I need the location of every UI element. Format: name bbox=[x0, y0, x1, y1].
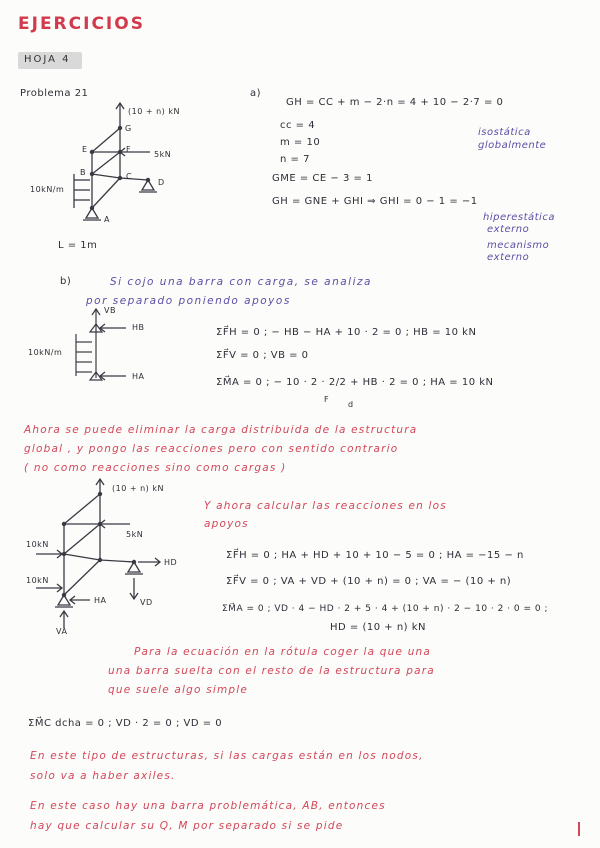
problem-label: Problema 21 bbox=[20, 88, 89, 99]
fig3-va: VA bbox=[56, 627, 68, 636]
red-note-1-line2: global , y pongo las reacciones pero con sentido contrario bbox=[24, 443, 399, 455]
red-note-1-line3: ( no como reacciones sino como cargas ) bbox=[24, 462, 287, 474]
red-note-1-line1: Ahora se puede eliminar la carga distribuida de la estructura bbox=[24, 424, 418, 436]
eq-ghi: GH = GNE + GHI ⇒ GHI = 0 − 1 = −1 bbox=[272, 196, 478, 207]
red-note-2-line1: Para la ecuación en la rótula coger la que una bbox=[134, 646, 432, 658]
fig3-load-top: (10 + n) kN bbox=[112, 484, 164, 493]
fig1-dist-load: 10kN/m bbox=[30, 185, 65, 194]
eq-gme: GME = CE − 3 = 1 bbox=[272, 173, 373, 184]
red-note-3-line1: En este tipo de estructuras, si las cargas están en los nodos, bbox=[30, 750, 424, 762]
fig1-load-right: 5kN bbox=[154, 150, 172, 159]
part-b-line1: Si cojo una barra con carga, se analiza bbox=[110, 276, 372, 288]
part-b-eq3-dist: d bbox=[348, 400, 354, 409]
part-b-line2: por separado poniendo apoyos bbox=[86, 295, 291, 307]
node-B: B bbox=[80, 168, 86, 177]
note-mech-2: externo bbox=[487, 252, 530, 263]
red-note-3-line4: hay que calcular su Q, M por separado si se pide bbox=[30, 820, 344, 832]
part-b-label: b) bbox=[60, 276, 72, 287]
fig3-hd: HD bbox=[164, 558, 178, 567]
part-c-red2: apoyos bbox=[204, 518, 249, 530]
page-title: EJERCICIOS bbox=[18, 14, 145, 34]
fig3-vd: VD bbox=[140, 598, 153, 607]
part-b-eq1: ΣF⃗H = 0 ; − HB − HA + 10 · 2 = 0 ; HB = 10 kN bbox=[216, 327, 477, 338]
fig2-dist: 10kN/m bbox=[28, 348, 63, 357]
eq-n: n = 7 bbox=[280, 154, 310, 165]
fig3-ha: HA bbox=[94, 596, 107, 605]
part-b-eq3: ΣM⃗A = 0 ; − 10 · 2 · 2/2 + HB · 2 = 0 ; HA = 10 kN bbox=[216, 377, 494, 388]
red-note-3-line3: En este caso hay una barra problemática, AB, entonces bbox=[30, 800, 386, 812]
eq-cc: cc = 4 bbox=[280, 120, 316, 131]
note-isostatic-1: isostática bbox=[478, 127, 531, 138]
truss-figure-1 bbox=[38, 100, 238, 240]
part-c-eq3b: HD = (10 + n) kN bbox=[330, 622, 427, 633]
eq-m: m = 10 bbox=[280, 137, 321, 148]
note-mech-1: mecanismo bbox=[487, 240, 550, 251]
margin-mark bbox=[578, 822, 580, 836]
part-b-eq3-force: F bbox=[324, 395, 330, 404]
moment-c-eq: ΣM⃗C dcha = 0 ; VD · 2 = 0 ; VD = 0 bbox=[28, 718, 223, 729]
sheet-label: HOJA 4 bbox=[24, 54, 71, 65]
part-a-label: a) bbox=[250, 88, 262, 99]
note-hyper-1: hiperestática bbox=[483, 212, 555, 223]
note-hyper-2: externo bbox=[487, 224, 530, 235]
fig3-load-right: 5kN bbox=[126, 530, 144, 539]
part-c-red1: Y ahora calcular las reacciones en los bbox=[204, 500, 447, 512]
fig3-load-left-1: 10kN bbox=[26, 540, 49, 549]
part-c-eq1: ΣF⃗H = 0 ; HA + HD + 10 + 10 − 5 = 0 ; HA = −15 − n bbox=[226, 550, 524, 561]
red-note-2-line3: que suele algo simple bbox=[108, 684, 249, 696]
note-isostatic-2: globalmente bbox=[478, 140, 547, 151]
part-b-eq2: ΣF⃗V = 0 ; VB = 0 bbox=[216, 350, 309, 361]
fig2-vb: VB bbox=[104, 306, 116, 315]
node-A: A bbox=[104, 215, 110, 224]
part-c-eq3: ΣM⃗A = 0 ; VD · 4 − HD · 2 + 5 · 4 + (10 + n) · 2 − 10 · 2 · 0 = 0 ; bbox=[222, 604, 549, 614]
node-F: F bbox=[126, 145, 132, 154]
truss-figure-3 bbox=[18, 480, 188, 630]
fig2-hb: HB bbox=[132, 323, 145, 332]
red-note-2-line2: una barra suelta con el resto de la estructura para bbox=[108, 665, 435, 677]
fig3-load-left-2: 10kN bbox=[26, 576, 49, 585]
part-c-eq2: ΣF⃗V = 0 ; VA + VD + (10 + n) = 0 ; VA = − (10 + n) bbox=[226, 576, 512, 587]
node-D: D bbox=[158, 178, 165, 187]
red-note-3-line2: solo va a haber axiles. bbox=[30, 770, 176, 782]
node-C: C bbox=[126, 172, 133, 181]
length-note: L = 1m bbox=[58, 240, 98, 251]
node-E: E bbox=[82, 145, 88, 154]
fig2-ha: HA bbox=[132, 372, 145, 381]
node-G: G bbox=[125, 124, 132, 133]
fig1-load-top: (10 + n) kN bbox=[128, 107, 180, 116]
eq-gh: GH = CC + m − 2·n = 4 + 10 − 2·7 = 0 bbox=[286, 97, 504, 108]
